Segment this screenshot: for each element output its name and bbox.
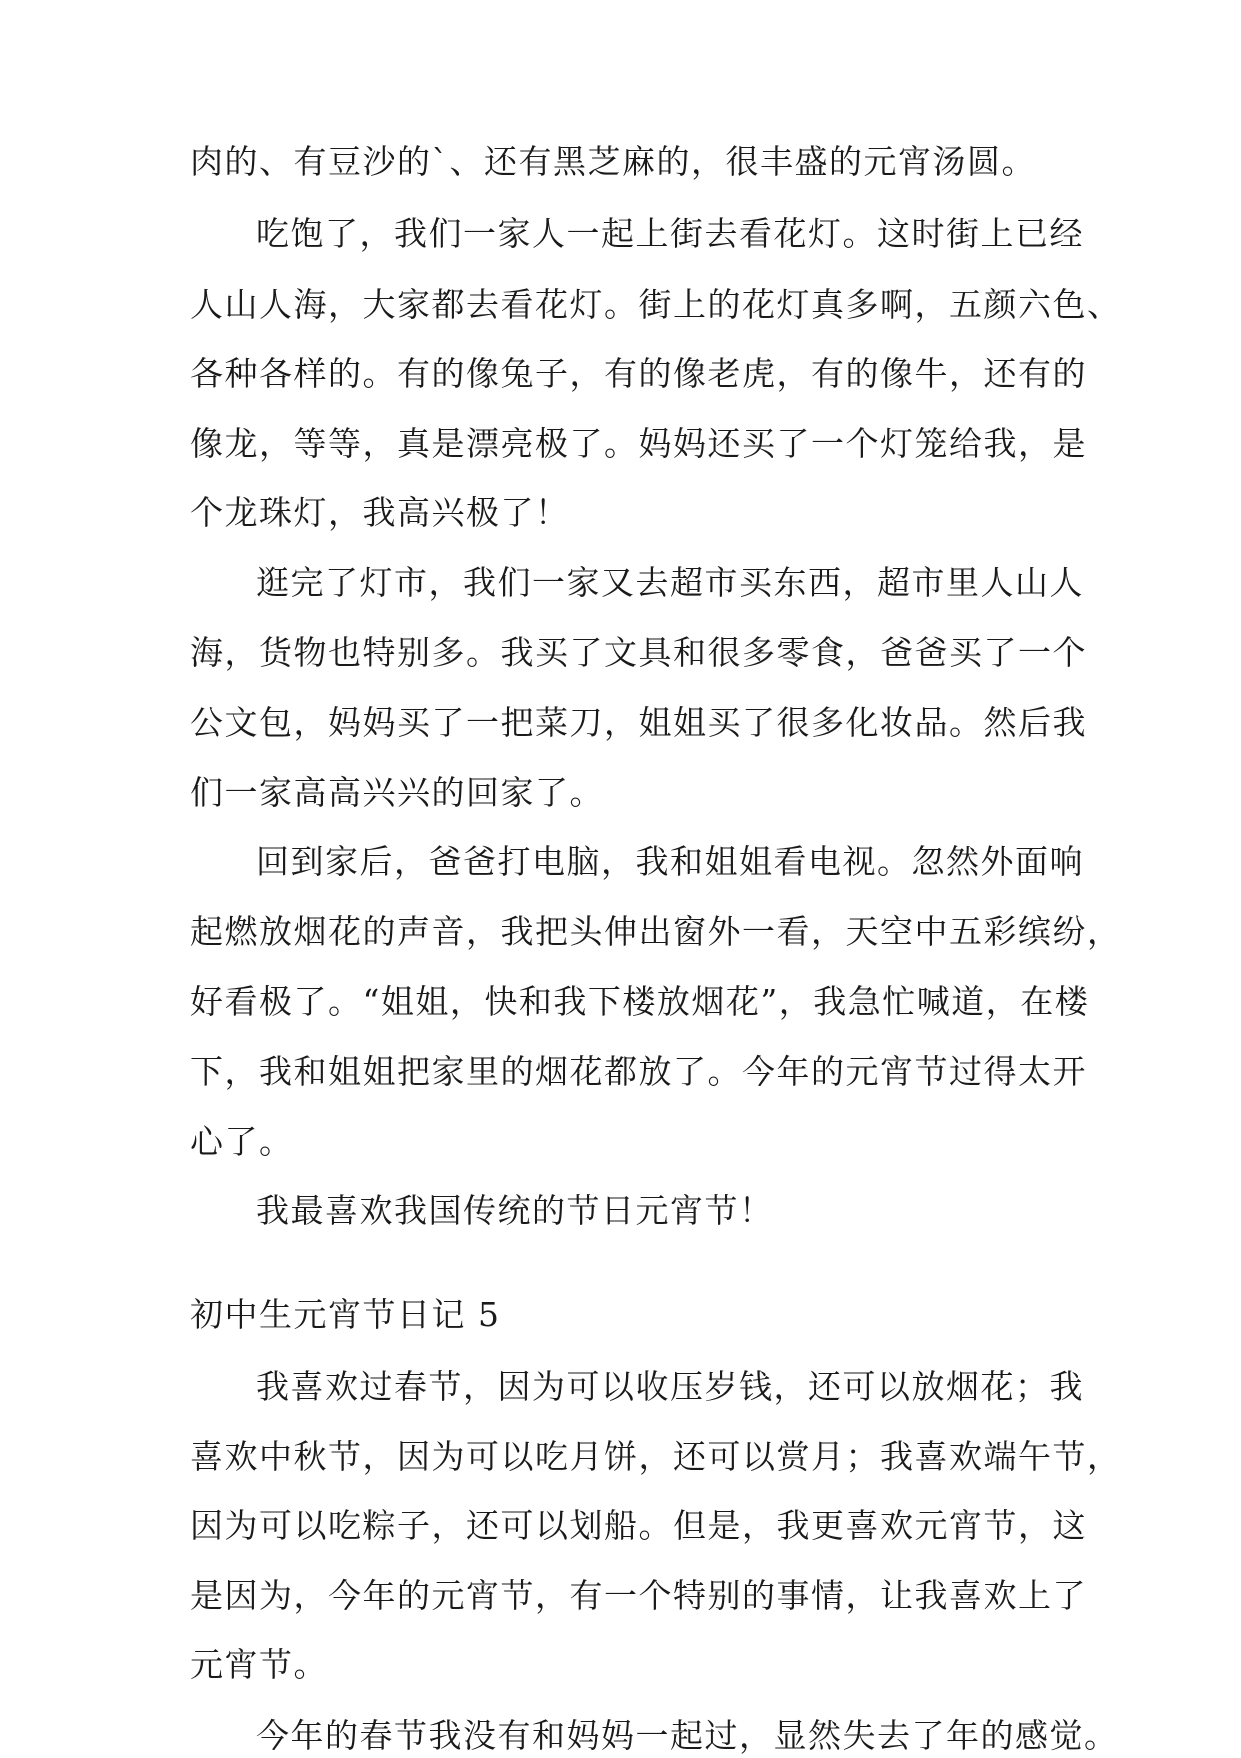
text-line: 我最喜欢我国传统的节日元宵节！ <box>256 1191 774 1230</box>
text-line: 回到家后，爸爸打电脑，我和姐姐看电视。忽然外面响 <box>256 842 1084 881</box>
text-line: 各种各样的。有的像兔子，有的像老虎，有的像牛，还有的 <box>190 354 1087 393</box>
text-line: 今年的春节我没有和妈妈一起过，显然失去了年的感觉。 <box>256 1716 1119 1755</box>
section-heading: 初中生元宵节日记 5 <box>190 1295 501 1334</box>
text-line: 个龙珠灯，我高兴极了！ <box>190 493 570 532</box>
text-line: 喜欢中秋节，因为可以吃月饼，还可以赏月；我喜欢端午节， <box>190 1437 1122 1476</box>
text-line: 们一家高高兴兴的回家了。 <box>190 773 604 812</box>
text-line: 我喜欢过春节，因为可以收压岁钱，还可以放烟花；我 <box>256 1367 1084 1406</box>
text-line: 下，我和姐姐把家里的烟花都放了。今年的元宵节过得太开 <box>190 1052 1087 1091</box>
text-line: 吃饱了，我们一家人一起上街去看花灯。这时街上已经 <box>256 214 1084 253</box>
text-line: 心了。 <box>190 1122 294 1161</box>
text-line: 元宵节。 <box>190 1645 328 1684</box>
text-line: 人山人海，大家都去看花灯。街上的花灯真多啊，五颜六色、 <box>190 285 1122 324</box>
text-line: 因为可以吃粽子，还可以划船。但是，我更喜欢元宵节，这 <box>190 1506 1087 1545</box>
text-line: 好看极了。“姐姐，快和我下楼放烟花”，我急忙喊道，在楼 <box>190 982 1090 1021</box>
text-line: 起燃放烟花的声音，我把头伸出窗外一看，天空中五彩缤纷， <box>190 912 1122 951</box>
text-line: 是因为，今年的元宵节，有一个特别的事情，让我喜欢上了 <box>190 1576 1087 1615</box>
text-line: 公文包，妈妈买了一把菜刀，姐姐买了很多化妆品。然后我 <box>190 703 1087 742</box>
text-line: 海，货物也特别多。我买了文具和很多零食，爸爸买了一个 <box>190 633 1087 672</box>
text-line: 逛完了灯市，我们一家又去超市买东西，超市里人山人 <box>256 563 1084 602</box>
text-line: 像龙，等等，真是漂亮极了。妈妈还买了一个灯笼给我，是 <box>190 424 1087 463</box>
text-line: 肉的、有豆沙的`、还有黑芝麻的，很丰盛的元宵汤圆。 <box>190 142 1036 181</box>
